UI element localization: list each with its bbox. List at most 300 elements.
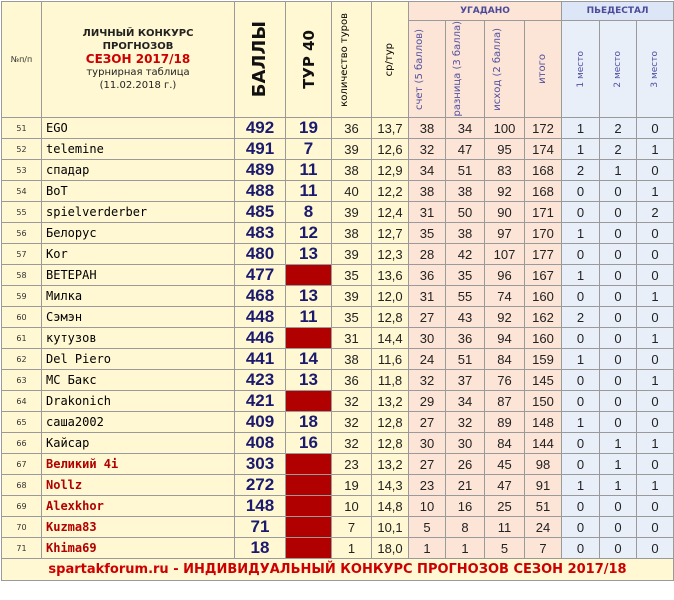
place2-cell: 0 bbox=[600, 307, 637, 328]
table-row bbox=[2, 538, 674, 559]
score-cell: 30 bbox=[409, 433, 446, 454]
outcome-cell: 11 bbox=[485, 517, 525, 538]
total-cell: 91 bbox=[525, 475, 562, 496]
table-date: (11.02.2018 г.) bbox=[99, 80, 177, 91]
diff-cell: 30 bbox=[446, 433, 485, 454]
total-cell: 159 bbox=[525, 349, 562, 370]
tour-points-cell: 19 bbox=[286, 118, 332, 139]
place3-cell: 2 bbox=[637, 202, 674, 223]
score-cell: 31 bbox=[409, 202, 446, 223]
row-number: 52 bbox=[2, 139, 42, 160]
place2-cell: 0 bbox=[600, 538, 637, 559]
total-cell: 174 bbox=[525, 139, 562, 160]
row-number: 60 bbox=[2, 307, 42, 328]
place3-label: 3 место bbox=[650, 50, 661, 88]
score-cell: 32 bbox=[409, 370, 446, 391]
avg-cell: 14,3 bbox=[372, 475, 409, 496]
tour-points-cell bbox=[286, 517, 332, 538]
place1-cell: 0 bbox=[562, 244, 600, 265]
diff-cell: 1 bbox=[446, 538, 485, 559]
avg-cell: 14,8 bbox=[372, 496, 409, 517]
tours-count-cell: 32 bbox=[332, 391, 372, 412]
tours-count-cell: 10 bbox=[332, 496, 372, 517]
score-label: счет (5 баллов) bbox=[414, 28, 425, 110]
place2-cell: 0 bbox=[600, 517, 637, 538]
outcome-cell: 95 bbox=[485, 139, 525, 160]
table-row bbox=[2, 286, 674, 307]
place1-cell: 0 bbox=[562, 496, 600, 517]
score-cell: 10 bbox=[409, 496, 446, 517]
header-outcome bbox=[485, 21, 525, 118]
header-row-top bbox=[2, 2, 674, 21]
tour-points-cell: 8 bbox=[286, 202, 332, 223]
place3-cell: 0 bbox=[637, 349, 674, 370]
table-row bbox=[2, 433, 674, 454]
outcome-cell: 96 bbox=[485, 265, 525, 286]
place3-cell: 0 bbox=[637, 517, 674, 538]
player-name: ВЕТЕРАН bbox=[42, 265, 235, 286]
place2-cell: 0 bbox=[600, 328, 637, 349]
diff-cell: 43 bbox=[446, 307, 485, 328]
diff-cell: 51 bbox=[446, 349, 485, 370]
season-label: СЕЗОН 2017/18 bbox=[85, 52, 191, 66]
total-cell: 7 bbox=[525, 538, 562, 559]
place1-cell: 2 bbox=[562, 307, 600, 328]
table-row bbox=[2, 139, 674, 160]
title-line1: ЛИЧНЫЙ КОНКУРС bbox=[82, 28, 194, 39]
tour-points-cell: 16 bbox=[286, 433, 332, 454]
header-place3 bbox=[637, 21, 674, 118]
outcome-cell: 83 bbox=[485, 160, 525, 181]
tours-count-cell: 39 bbox=[332, 202, 372, 223]
table-row bbox=[2, 517, 674, 538]
tour-points-cell bbox=[286, 265, 332, 286]
avg-cell: 12,6 bbox=[372, 139, 409, 160]
score-cell: 23 bbox=[409, 475, 446, 496]
place3-cell: 1 bbox=[637, 475, 674, 496]
total-cell: 145 bbox=[525, 370, 562, 391]
table-row bbox=[2, 223, 674, 244]
place2-cell: 0 bbox=[600, 244, 637, 265]
outcome-cell: 90 bbox=[485, 202, 525, 223]
total-cell: 160 bbox=[525, 328, 562, 349]
place1-cell: 1 bbox=[562, 139, 600, 160]
table-row bbox=[2, 454, 674, 475]
row-number: 64 bbox=[2, 391, 42, 412]
place2-cell: 0 bbox=[600, 286, 637, 307]
total-cell: 167 bbox=[525, 265, 562, 286]
row-number: 58 bbox=[2, 265, 42, 286]
total-cell: 168 bbox=[525, 181, 562, 202]
outcome-cell: 74 bbox=[485, 286, 525, 307]
player-name: spielverderber bbox=[42, 202, 235, 223]
avg-cell: 13,2 bbox=[372, 391, 409, 412]
total-cell: 177 bbox=[525, 244, 562, 265]
score-cell: 35 bbox=[409, 223, 446, 244]
outcome-cell: 25 bbox=[485, 496, 525, 517]
place2-cell: 0 bbox=[600, 412, 637, 433]
avg-cell: 12,9 bbox=[372, 160, 409, 181]
player-name: Милка bbox=[42, 286, 235, 307]
avg-cell: 14,4 bbox=[372, 328, 409, 349]
place3-cell: 0 bbox=[637, 307, 674, 328]
tour-points-cell bbox=[286, 538, 332, 559]
avg-cell: 13,6 bbox=[372, 265, 409, 286]
header-num bbox=[2, 2, 42, 118]
place3-cell: 0 bbox=[637, 160, 674, 181]
place3-cell: 1 bbox=[637, 181, 674, 202]
place2-cell: 1 bbox=[600, 433, 637, 454]
place3-cell: 0 bbox=[637, 223, 674, 244]
tour-points-cell: 11 bbox=[286, 160, 332, 181]
footer-text: spartakforum.ru - ИНДИВИДУАЛЬНЫЙ КОНКУРС ПРОГНОЗОВ СЕЗОН 2017/18 bbox=[2, 559, 674, 581]
place1-cell: 1 bbox=[562, 265, 600, 286]
diff-cell: 8 bbox=[446, 517, 485, 538]
total-cell: 24 bbox=[525, 517, 562, 538]
diff-cell: 21 bbox=[446, 475, 485, 496]
place1-cell: 1 bbox=[562, 118, 600, 139]
points-cell: 477 bbox=[235, 265, 286, 286]
row-number: 65 bbox=[2, 412, 42, 433]
tours-count-cell: 36 bbox=[332, 370, 372, 391]
place1-cell: 0 bbox=[562, 181, 600, 202]
place1-cell: 0 bbox=[562, 202, 600, 223]
points-cell: 423 bbox=[235, 370, 286, 391]
place1-cell: 0 bbox=[562, 328, 600, 349]
tour-points-cell: 18 bbox=[286, 412, 332, 433]
table-row bbox=[2, 244, 674, 265]
points-cell: 483 bbox=[235, 223, 286, 244]
header-place1 bbox=[562, 21, 600, 118]
points-cell: 441 bbox=[235, 349, 286, 370]
player-name: Белорус bbox=[42, 223, 235, 244]
points-cell: 489 bbox=[235, 160, 286, 181]
points-cell: 408 bbox=[235, 433, 286, 454]
header-points bbox=[235, 2, 286, 118]
total-cell: 171 bbox=[525, 202, 562, 223]
player-name: Kuzma83 bbox=[42, 517, 235, 538]
tours-count-cell: 35 bbox=[332, 265, 372, 286]
place3-cell: 0 bbox=[637, 118, 674, 139]
header-guessed: УГАДАНО bbox=[409, 2, 562, 21]
diff-cell: 38 bbox=[446, 181, 485, 202]
tours-count-cell: 7 bbox=[332, 517, 372, 538]
tour-points-cell bbox=[286, 454, 332, 475]
table-row bbox=[2, 160, 674, 181]
row-number: 53 bbox=[2, 160, 42, 181]
place2-cell: 0 bbox=[600, 265, 637, 286]
row-number: 57 bbox=[2, 244, 42, 265]
place1-cell: 0 bbox=[562, 286, 600, 307]
row-number: 59 bbox=[2, 286, 42, 307]
subtitle: турнирная таблица bbox=[86, 67, 190, 78]
place2-cell: 1 bbox=[600, 454, 637, 475]
place3-cell: 0 bbox=[637, 538, 674, 559]
avg-cell: 12,8 bbox=[372, 307, 409, 328]
total-label: итого bbox=[537, 54, 548, 84]
score-cell: 34 bbox=[409, 160, 446, 181]
outcome-cell: 107 bbox=[485, 244, 525, 265]
tour-points-cell: 11 bbox=[286, 181, 332, 202]
standings-rows bbox=[2, 118, 674, 559]
place1-cell: 1 bbox=[562, 223, 600, 244]
avg-cell: 13,2 bbox=[372, 454, 409, 475]
outcome-cell: 84 bbox=[485, 433, 525, 454]
place2-cell: 1 bbox=[600, 475, 637, 496]
avg-cell: 13,7 bbox=[372, 118, 409, 139]
place2-cell: 2 bbox=[600, 139, 637, 160]
header-avg bbox=[372, 2, 409, 118]
tours-count-cell: 1 bbox=[332, 538, 372, 559]
outcome-cell: 92 bbox=[485, 307, 525, 328]
avg-cell: 12,8 bbox=[372, 433, 409, 454]
tour-points-cell bbox=[286, 475, 332, 496]
points-cell: 409 bbox=[235, 412, 286, 433]
tours-count-cell: 32 bbox=[332, 433, 372, 454]
footer-row bbox=[2, 559, 674, 581]
tours-count-label: количество туров bbox=[338, 12, 350, 107]
table-row bbox=[2, 181, 674, 202]
tour-points-cell: 12 bbox=[286, 223, 332, 244]
tours-count-cell: 38 bbox=[332, 349, 372, 370]
row-number: 71 bbox=[2, 538, 42, 559]
header-podium: ПЬЕДЕСТАЛ bbox=[562, 2, 674, 21]
score-cell: 1 bbox=[409, 538, 446, 559]
outcome-label: исход (2 балла) bbox=[491, 27, 503, 111]
diff-cell: 34 bbox=[446, 391, 485, 412]
tour-points-cell: 14 bbox=[286, 349, 332, 370]
player-name: BoT bbox=[42, 181, 235, 202]
diff-cell: 35 bbox=[446, 265, 485, 286]
header-tour bbox=[286, 2, 332, 118]
table-row bbox=[2, 118, 674, 139]
place2-cell: 0 bbox=[600, 223, 637, 244]
place3-cell: 0 bbox=[637, 391, 674, 412]
row-number: 70 bbox=[2, 517, 42, 538]
tours-count-cell: 39 bbox=[332, 139, 372, 160]
player-name: Nollz bbox=[42, 475, 235, 496]
standings-table bbox=[1, 1, 674, 581]
row-number: 62 bbox=[2, 349, 42, 370]
table-row bbox=[2, 265, 674, 286]
avg-cell: 10,1 bbox=[372, 517, 409, 538]
outcome-cell: 100 bbox=[485, 118, 525, 139]
score-cell: 24 bbox=[409, 349, 446, 370]
points-cell: 421 bbox=[235, 391, 286, 412]
row-number: 66 bbox=[2, 433, 42, 454]
place3-cell: 0 bbox=[637, 244, 674, 265]
player-name: Kor bbox=[42, 244, 235, 265]
total-cell: 170 bbox=[525, 223, 562, 244]
diff-cell: 51 bbox=[446, 160, 485, 181]
avg-cell: 18,0 bbox=[372, 538, 409, 559]
table-row bbox=[2, 412, 674, 433]
place3-cell: 0 bbox=[637, 265, 674, 286]
tour-points-cell: 7 bbox=[286, 139, 332, 160]
tour-points-cell: 13 bbox=[286, 244, 332, 265]
place2-cell: 1 bbox=[600, 160, 637, 181]
total-cell: 162 bbox=[525, 307, 562, 328]
total-cell: 168 bbox=[525, 160, 562, 181]
total-cell: 172 bbox=[525, 118, 562, 139]
points-label: БАЛЛЫ bbox=[249, 21, 270, 98]
tour-label: ТУР 40 bbox=[299, 30, 318, 89]
place2-cell: 2 bbox=[600, 118, 637, 139]
points-cell: 18 bbox=[235, 538, 286, 559]
outcome-cell: 84 bbox=[485, 349, 525, 370]
table-row bbox=[2, 475, 674, 496]
avg-cell: 11,8 bbox=[372, 370, 409, 391]
player-name: Drakonich bbox=[42, 391, 235, 412]
avg-cell: 12,8 bbox=[372, 412, 409, 433]
tour-points-cell bbox=[286, 328, 332, 349]
total-cell: 148 bbox=[525, 412, 562, 433]
points-cell: 468 bbox=[235, 286, 286, 307]
tours-count-cell: 35 bbox=[332, 307, 372, 328]
tours-count-cell: 36 bbox=[332, 118, 372, 139]
outcome-cell: 89 bbox=[485, 412, 525, 433]
tours-count-cell: 39 bbox=[332, 244, 372, 265]
outcome-cell: 94 bbox=[485, 328, 525, 349]
place2-cell: 0 bbox=[600, 181, 637, 202]
title-line2: ПРОГНОЗОВ bbox=[102, 41, 174, 52]
header-diff bbox=[446, 21, 485, 118]
player-name: Khima69 bbox=[42, 538, 235, 559]
table-row bbox=[2, 328, 674, 349]
outcome-cell: 5 bbox=[485, 538, 525, 559]
table-row bbox=[2, 496, 674, 517]
outcome-cell: 87 bbox=[485, 391, 525, 412]
place1-cell: 0 bbox=[562, 433, 600, 454]
diff-cell: 32 bbox=[446, 412, 485, 433]
score-cell: 30 bbox=[409, 328, 446, 349]
points-cell: 303 bbox=[235, 454, 286, 475]
place2-cell: 0 bbox=[600, 202, 637, 223]
tour-points-cell bbox=[286, 391, 332, 412]
header-score bbox=[409, 21, 446, 118]
place1-cell: 0 bbox=[562, 370, 600, 391]
outcome-cell: 45 bbox=[485, 454, 525, 475]
avg-label: ср/тур bbox=[384, 42, 395, 77]
points-cell: 272 bbox=[235, 475, 286, 496]
table-row bbox=[2, 307, 674, 328]
place3-cell: 0 bbox=[637, 496, 674, 517]
place3-cell: 0 bbox=[637, 454, 674, 475]
place3-cell: 1 bbox=[637, 139, 674, 160]
player-name: кутузов bbox=[42, 328, 235, 349]
points-cell: 480 bbox=[235, 244, 286, 265]
header-title-block bbox=[42, 2, 235, 118]
player-name: спадар bbox=[42, 160, 235, 181]
tours-count-cell: 40 bbox=[332, 181, 372, 202]
table-row bbox=[2, 391, 674, 412]
score-cell: 27 bbox=[409, 412, 446, 433]
score-cell: 29 bbox=[409, 391, 446, 412]
points-cell: 485 bbox=[235, 202, 286, 223]
outcome-cell: 92 bbox=[485, 181, 525, 202]
score-cell: 38 bbox=[409, 181, 446, 202]
place2-cell: 0 bbox=[600, 391, 637, 412]
row-number: 61 bbox=[2, 328, 42, 349]
score-cell: 28 bbox=[409, 244, 446, 265]
diff-cell: 50 bbox=[446, 202, 485, 223]
player-name: Сэмэн bbox=[42, 307, 235, 328]
score-cell: 27 bbox=[409, 307, 446, 328]
points-cell: 491 bbox=[235, 139, 286, 160]
tour-points-cell bbox=[286, 496, 332, 517]
place2-cell: 0 bbox=[600, 496, 637, 517]
player-name: Кайсар bbox=[42, 433, 235, 454]
points-cell: 488 bbox=[235, 181, 286, 202]
player-name: Alexkhor bbox=[42, 496, 235, 517]
place1-cell: 0 bbox=[562, 391, 600, 412]
outcome-cell: 47 bbox=[485, 475, 525, 496]
score-cell: 5 bbox=[409, 517, 446, 538]
row-number: 63 bbox=[2, 370, 42, 391]
score-cell: 27 bbox=[409, 454, 446, 475]
row-number: 56 bbox=[2, 223, 42, 244]
diff-cell: 38 bbox=[446, 223, 485, 244]
tours-count-cell: 39 bbox=[332, 286, 372, 307]
place3-cell: 1 bbox=[637, 370, 674, 391]
player-name: саша2002 bbox=[42, 412, 235, 433]
tours-count-cell: 31 bbox=[332, 328, 372, 349]
diff-cell: 37 bbox=[446, 370, 485, 391]
place1-cell: 0 bbox=[562, 538, 600, 559]
header-total bbox=[525, 21, 562, 118]
place3-cell: 1 bbox=[637, 328, 674, 349]
place1-cell: 1 bbox=[562, 475, 600, 496]
table-row bbox=[2, 349, 674, 370]
score-cell: 32 bbox=[409, 139, 446, 160]
row-number: 68 bbox=[2, 475, 42, 496]
outcome-cell: 76 bbox=[485, 370, 525, 391]
total-cell: 160 bbox=[525, 286, 562, 307]
diff-cell: 26 bbox=[446, 454, 485, 475]
points-cell: 492 bbox=[235, 118, 286, 139]
tour-points-cell: 11 bbox=[286, 307, 332, 328]
place1-label: 1 место bbox=[575, 50, 586, 88]
diff-cell: 42 bbox=[446, 244, 485, 265]
tours-count-cell: 32 bbox=[332, 412, 372, 433]
place1-cell: 0 bbox=[562, 517, 600, 538]
player-name: EGO bbox=[42, 118, 235, 139]
player-name: telemine bbox=[42, 139, 235, 160]
diff-label: разница (3 балла) bbox=[452, 21, 463, 117]
diff-cell: 16 bbox=[446, 496, 485, 517]
place2-label: 2 место bbox=[613, 50, 623, 88]
table-row bbox=[2, 370, 674, 391]
place2-cell: 0 bbox=[600, 349, 637, 370]
score-cell: 31 bbox=[409, 286, 446, 307]
avg-cell: 12,0 bbox=[372, 286, 409, 307]
total-cell: 51 bbox=[525, 496, 562, 517]
avg-cell: 12,7 bbox=[372, 223, 409, 244]
player-name: Великий 4i bbox=[42, 454, 235, 475]
avg-cell: 12,2 bbox=[372, 181, 409, 202]
diff-cell: 36 bbox=[446, 328, 485, 349]
num-label: №п/п bbox=[10, 55, 33, 64]
outcome-cell: 97 bbox=[485, 223, 525, 244]
diff-cell: 47 bbox=[446, 139, 485, 160]
tour-points-cell: 13 bbox=[286, 286, 332, 307]
diff-cell: 34 bbox=[446, 118, 485, 139]
row-number: 67 bbox=[2, 454, 42, 475]
diff-cell: 55 bbox=[446, 286, 485, 307]
row-number: 69 bbox=[2, 496, 42, 517]
tours-count-cell: 38 bbox=[332, 223, 372, 244]
table-row bbox=[2, 202, 674, 223]
